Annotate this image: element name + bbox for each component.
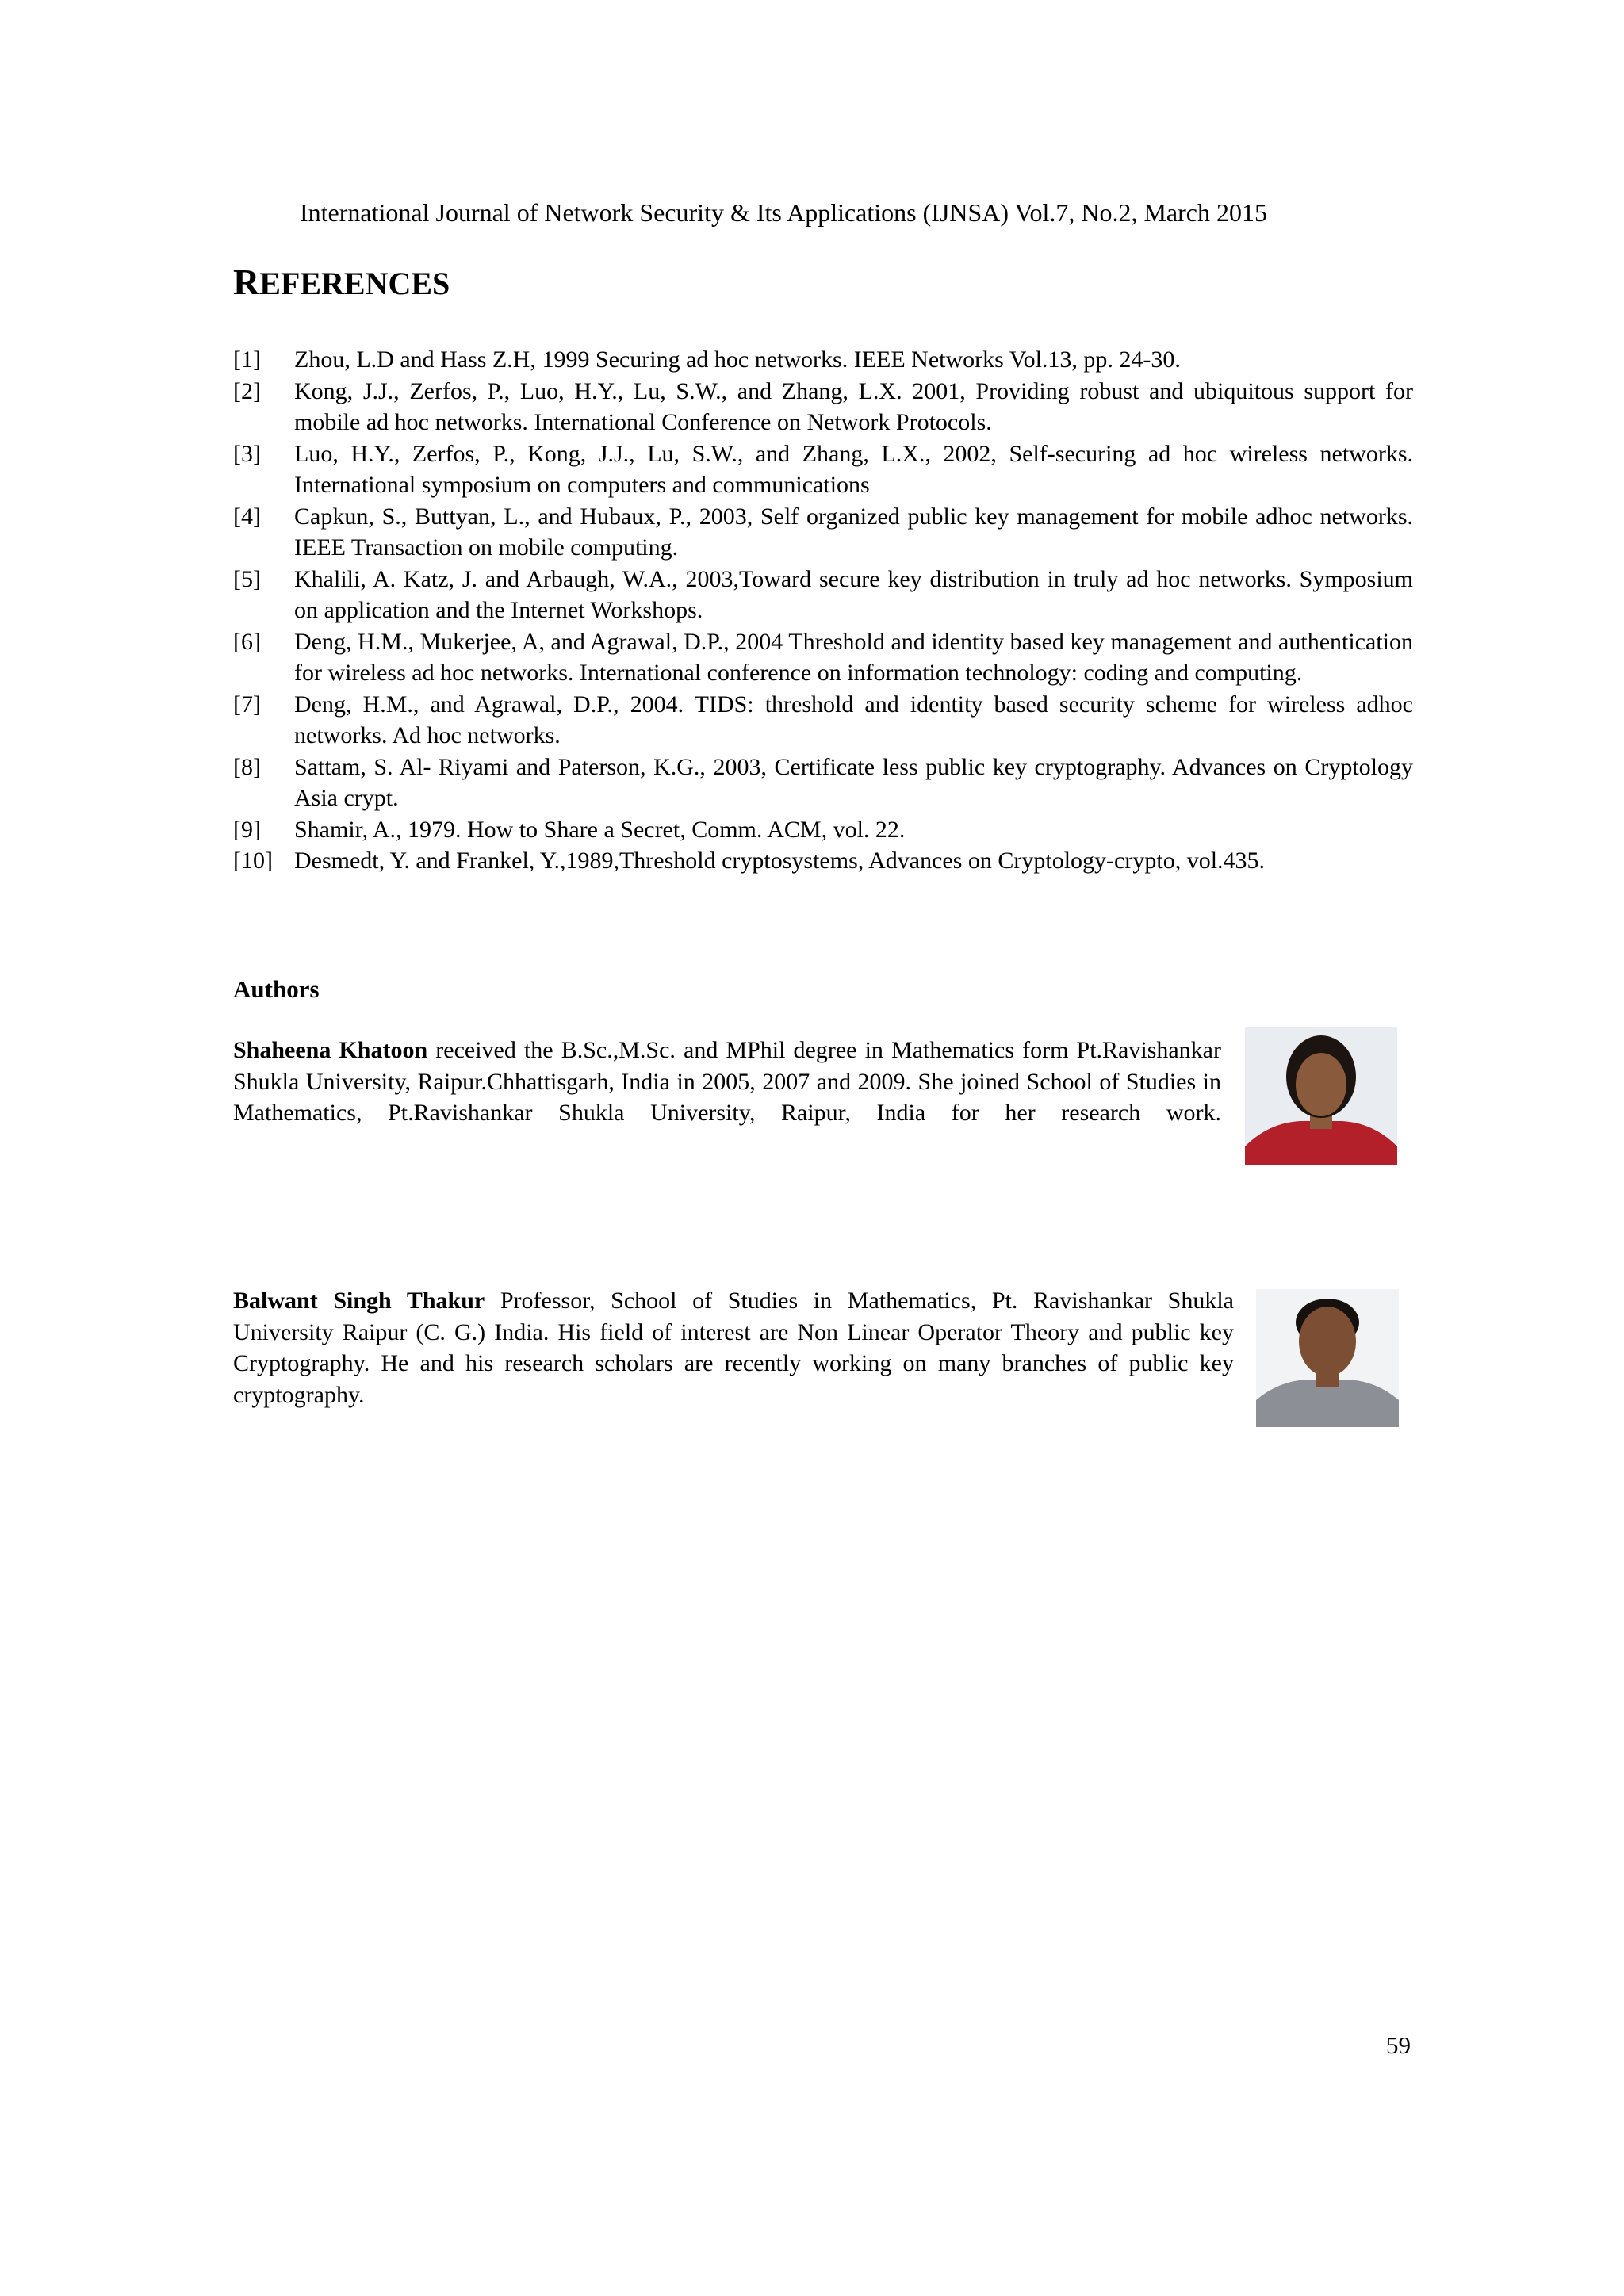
author-bio-thakur [233,1285,1234,1410]
reference-text: Sattam, S. Al- Riyami and Paterson, K.G., 2003, Certificate less public key cryptography. Advances on Cryptology Asia crypt. [294,753,1413,811]
authors-heading: Authors [233,975,320,1003]
author-bio-text: received the B.Sc.,M.Sc. and MPhil degree in Mathematics form Pt.Ravishankar Shukla University, Raipur.Chhattisgarh, India in 2005, 2007 and 2009. She joined School of Studies in Mathematics, Pt.Ravishankar Shukla University, Raipur, India for her research work. [233,1037,1221,1126]
author-portrait-image [1245,1027,1397,1165]
running-header: International Journal of Network Security & Its Applications (IJNSA) Vol.7, No.2, March 2015 [300,198,1267,227]
reference-text: Capkun, S., Buttyan, L., and Hubaux, P., 2003, Self organized public key management for mobile adhoc networks. IEEE Transaction on mobile computing. [294,503,1413,561]
reference-item [233,501,1413,564]
reference-text: Desmedt, Y. and Frankel, Y.,1989,Threshold cryptosystems, Advances on Cryptology-crypto, vol.435. [294,848,1266,874]
reference-item [233,564,1413,626]
author-photo-thakur [1256,1289,1399,1427]
reference-number: [1] [233,346,261,373]
reference-number: [3] [233,440,261,467]
reference-text: Luo, H.Y., Zerfos, P., Kong, J.J., Lu, S.W., and Zhang, L.X., 2002, Self-securing ad hoc wireless networks. International symposium on computers and communications [294,440,1413,498]
author-photo-khatoon [1245,1027,1397,1165]
reference-item [233,438,1413,501]
reference-number: [8] [233,753,261,780]
reference-item [233,344,1413,376]
reference-number: [2] [233,377,261,404]
reference-item [233,689,1413,752]
author-name: Balwant Singh Thakur [233,1288,485,1314]
reference-number: [6] [233,628,261,655]
reference-text: Shamir, A., 1979. How to Share a Secret, Comm. ACM, vol. 22. [294,816,906,843]
reference-item [233,845,1413,877]
reference-item [233,814,1413,846]
reference-text: Deng, H.M., Mukerjee, A, and Agrawal, D.P., 2004 Threshold and identity based key management and authentication for wireless ad hoc networks. International conference on information technology: coding and computing. [294,628,1413,686]
author-name: Shaheena Khatoon [233,1037,428,1063]
reference-item [233,626,1413,689]
references-heading-initial: R [233,262,260,302]
reference-number: [4] [233,503,261,530]
reference-list [233,344,1413,877]
reference-number: [9] [233,816,261,843]
reference-text: Deng, H.M., and Agrawal, D.P., 2004. TIDS: threshold and identity based security scheme for wireless adhoc networks. Ad hoc networks. [294,691,1413,748]
author-bio-text: Professor, School of Studies in Mathematics, Pt. Ravishankar Shukla University Raipur (C. G.) India. His field of interest are Non Linear Operator Theory and public key Cryptography. He and his research scholars are recently working on many branches of public key cryptography. [233,1288,1234,1408]
reference-number: [7] [233,691,261,718]
references-heading [233,263,450,303]
page-number: 59 [1386,2031,1411,2059]
reference-text: Kong, J.J., Zerfos, P., Luo, H.Y., Lu, S.W., and Zhang, L.X. 2001, Providing robust and ubiquitous support for mobile ad hoc networks. International Conference on Network Protocols. [294,377,1413,435]
reference-item [233,376,1413,438]
references-heading-rest: EFERENCES [259,266,450,301]
reference-text: Zhou, L.D and Hass Z.H, 1999 Securing ad hoc networks. IEEE Networks Vol.13, pp. 24-30. [294,346,1181,373]
portrait-face [1296,1053,1346,1116]
reference-number: [5] [233,565,261,592]
portrait-face [1299,1307,1356,1376]
author-bio-khatoon [233,1035,1221,1129]
reference-text: Khalili, A. Katz, J. and Arbaugh, W.A., 2003,Toward secure key distribution in truly ad hoc networks. Symposium on application and the Internet Workshops. [294,565,1413,623]
author-portrait-image [1256,1289,1399,1427]
reference-number: [10] [233,848,273,874]
reference-item [233,752,1413,814]
